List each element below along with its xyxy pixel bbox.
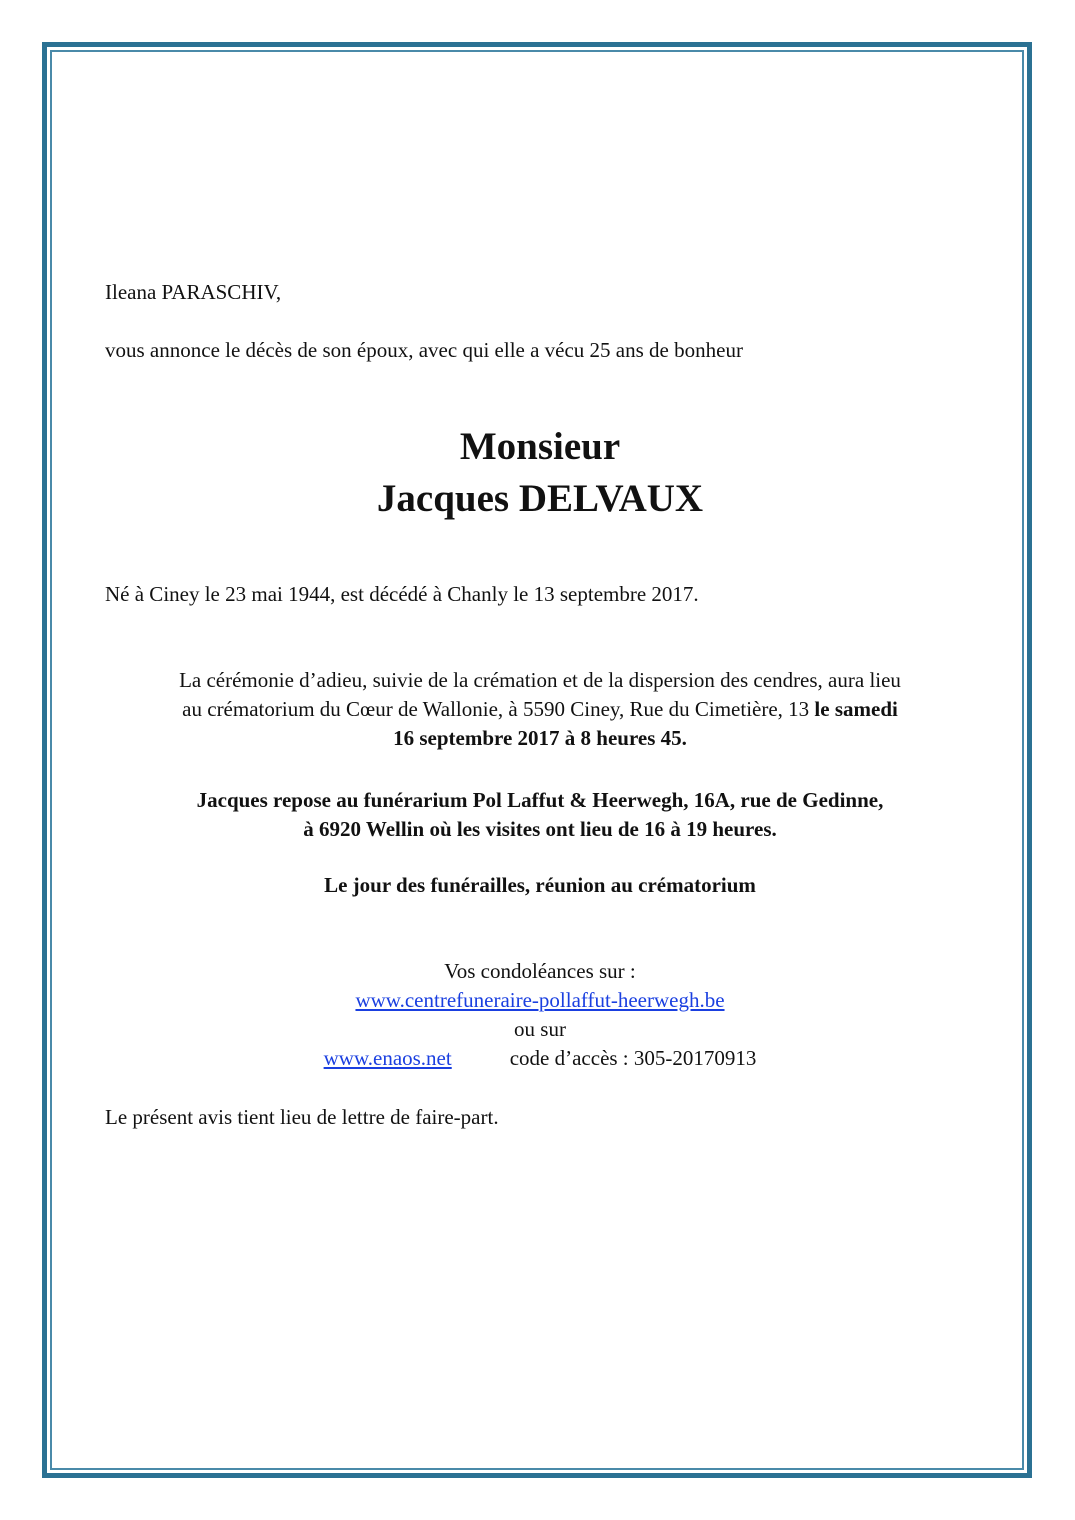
ceremony-line-1: La cérémonie d’adieu, suivie de la crémation et de la dispersion des cendres, aura lieu: [179, 668, 901, 692]
deceased-heading: [105, 421, 975, 525]
repose-line-1: Jacques repose au funérarium Pol Laffut & Heerwegh, 16A, rue de Gedinne,: [196, 788, 884, 812]
ceremony-date-time: 16 septembre 2017 à 8 heures 45.: [393, 726, 687, 750]
ceremony-paragraph: [105, 666, 975, 753]
condolences-link-enaos[interactable]: www.enaos.net: [323, 1046, 452, 1070]
announcer-name: Ileana PARASCHIV,: [105, 280, 282, 304]
access-code: code d’accès : 305-20170913: [509, 1046, 757, 1070]
death-notice: [105, 0, 975, 1520]
condolences-enaos-row: [105, 1044, 975, 1073]
repose-line-2: à 6920 Wellin où les visites ont lieu de 16 à 19 heures.: [303, 817, 777, 841]
repose-paragraph: [105, 786, 975, 844]
deceased-name: Jacques DELVAUX: [376, 477, 704, 520]
ceremony-line-2: [105, 695, 975, 724]
condolences-section: [105, 957, 975, 1073]
ceremony-place: au crématorium du Cœur de Wallonie, à 5590 Ciney, Rue du Cimetière, 13: [182, 697, 815, 721]
condolences-or: ou sur: [514, 1017, 566, 1041]
closing-text: Le présent avis tient lieu de lettre de faire-part.: [105, 1105, 499, 1129]
funeral-day-text: Le jour des funérailles, réunion au crématorium: [324, 873, 756, 897]
announcement-text: vous annonce le décès de son époux, avec qui elle a vécu 25 ans de bonheur: [105, 338, 743, 362]
ceremony-day: le samedi: [814, 697, 898, 721]
condolences-intro: Vos condoléances sur :: [444, 959, 636, 983]
condolences-link-funeral-center[interactable]: www.centrefuneraire-pollaffut-heerwegh.be: [355, 988, 725, 1012]
birth-death-text: Né à Ciney le 23 mai 1944, est décédé à Chanly le 13 septembre 2017.: [105, 582, 699, 606]
deceased-title: Monsieur: [459, 425, 621, 468]
